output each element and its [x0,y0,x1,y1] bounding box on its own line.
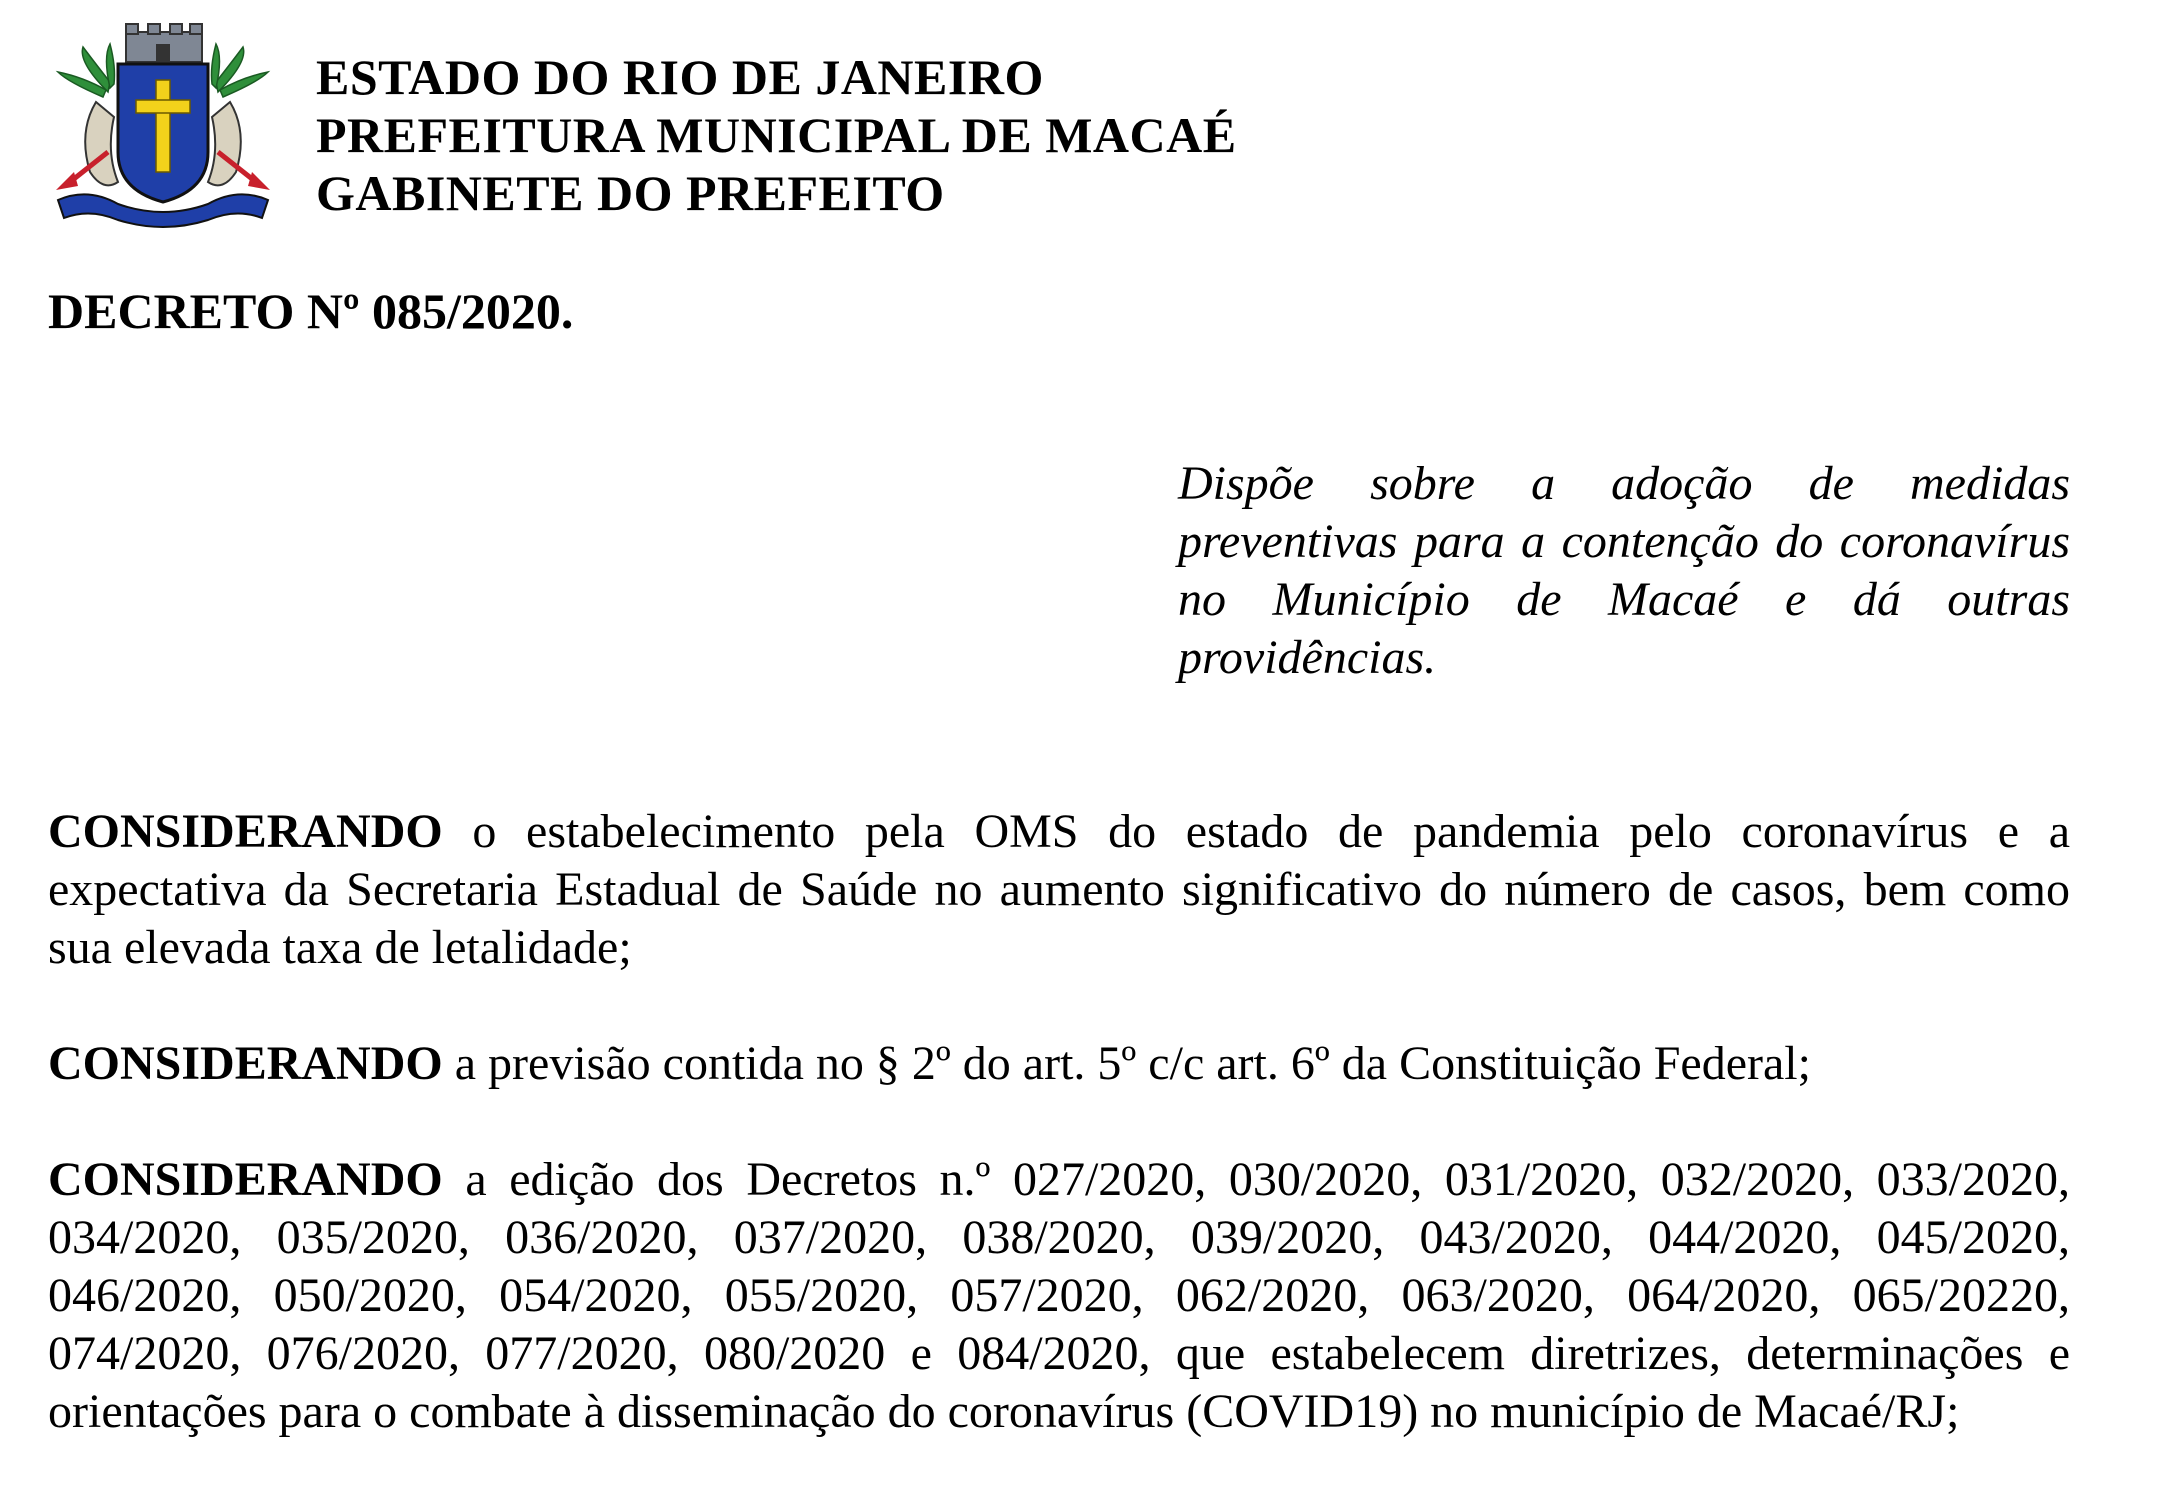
decree-summary: Dispõe sobre a adoção de medidas preventivas para a contenção do coronavírus no Município de Macaé e dá outras providências. [1178,457,2070,684]
considerando-text: a previsão contida no § 2º do art. 5º c/c art. 6º da Constituição Federal; [454,1037,1811,1090]
considerando-paragraph [48,803,2070,977]
header-text-block [316,48,1237,222]
decree-body [48,803,2070,1499]
considerando-paragraph [48,1035,2070,1093]
palm-right [212,44,269,97]
coat-of-arms-emblem [48,22,278,232]
considerando-paragraph [48,1151,2070,1441]
municipality-name: PREFEITURA MUNICIPAL DE MACAÉ [316,107,1237,163]
palm-left [58,44,115,97]
considerando-text: o estabelecimento pela OMS do estado de pandemia pelo coronavírus e a expectativa da Secretaria Estadual de Saúde no aumento significativo do número de casos, bem como sua elevada taxa de letalidade; [48,805,2071,974]
considerando-keyword: CONSIDERANDO [48,1153,443,1206]
office-name: GABINETE DO PREFEITO [316,165,945,221]
decree-title: DECRETO Nº 085/2020. [48,283,574,339]
document-header [48,22,1348,242]
state-name: ESTADO DO RIO DE JANEIRO [316,49,1044,105]
considerando-text: a edição dos Decretos n.º 027/2020, 030/2020, 031/2020, 032/2020, 033/2020, 034/2020, 035/2020, 036/2020, 037/2020, 038/2020, 039/2020, 043/2020, 044/2020, 045/2020, 046/2020, 050/2020, 054/2020, 055/2020, 057/2020, 062/2020, 063/2020, 064/2020, 065/20220, 074/2020, 076/2020, 077/2020, 080/2020 e 084/2020, que estabelecem diretrizes, determinações e orientações para o combate à disseminação do coronavírus (COVID19) no município de Macaé/RJ; [48,1153,2071,1438]
considerando-keyword: CONSIDERANDO [48,805,443,858]
mural-crown [126,24,202,62]
considerando-keyword: CONSIDERANDO [48,1037,443,1090]
